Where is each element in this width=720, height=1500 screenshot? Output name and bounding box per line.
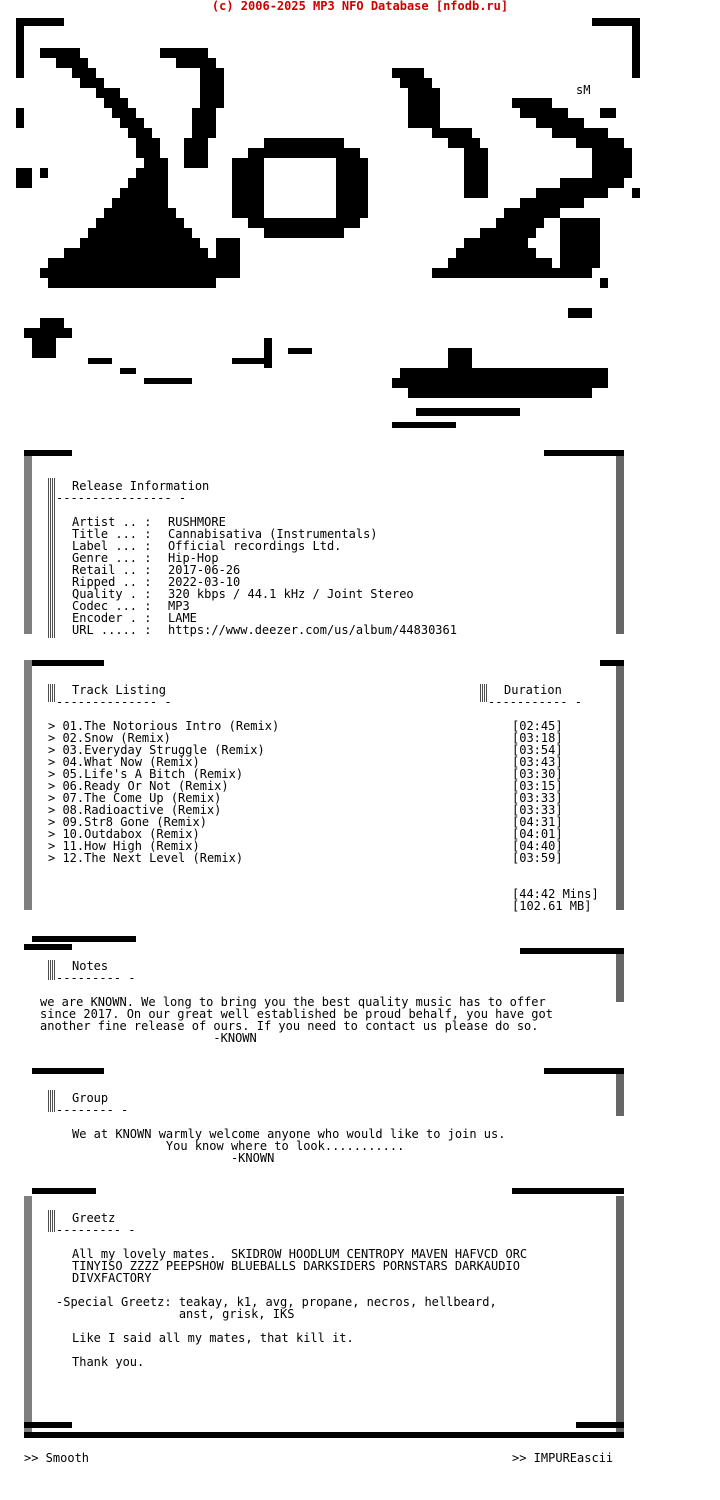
release-title: Release Information [72,479,210,493]
total-size: [102.61 MB] [512,899,592,913]
tracklist-underline: -------------- - [56,695,172,709]
notes-line: another fine release of ours. If you need to contact us please do so. [40,1019,539,1033]
track-name: > 12.The Next Level (Remix) [48,851,244,865]
group-title: Group [72,1091,109,1105]
release-value: LAME [168,611,197,625]
track-duration: [04:01] [512,827,563,841]
release-value: Cannabisativa (Instrumentals) [168,527,378,541]
track-duration: [03:54] [512,743,563,757]
track-name: > 03.Everyday Struggle (Remix) [48,743,265,757]
site-header: (c) 2006-2025 MP3 NFO Database [nfodb.ru] [211,0,509,13]
notes-underline: --------- - [56,971,136,985]
art-signature: sM [576,83,591,97]
release-value: MP3 [168,599,190,613]
ascii-art-logo [0,12,720,444]
track-name: > 10.Outdabox (Remix) [48,827,200,841]
notes-line: we are KNOWN. We long to bring you the best quality music has to offer [40,995,546,1009]
release-value: Hip-Hop [168,551,219,565]
track-name: > 11.How High (Remix) [48,839,200,853]
duration-underline: ----------- - [488,695,582,709]
track-name: > 09.Str8 Gone (Remix) [48,815,207,829]
greetz-line: Like I said all my mates, that kill it. [72,1331,354,1345]
track-name: > 02.Snow (Remix) [48,731,171,745]
track-duration: [03:15] [512,779,563,793]
greetz-line: DIVXFACTORY [72,1271,152,1285]
release-value: 2017-06-26 [168,563,241,577]
group-line: We at KNOWN warmly welcome anyone who would like to join us. [72,1127,506,1141]
track-duration: [03:59] [512,851,563,865]
track-listing-section [0,656,720,916]
group-line: You know where to look........... [72,1139,405,1153]
release-key: Artist .. : [72,515,152,529]
release-value: 2022-03-10 [168,575,241,589]
release-key: URL ..... : [72,623,152,637]
greetz-line: TINYISO ZZZZ PEEPSHOW BLUEBALLS DARKSIDERS PORNSTARS DARKAUDIO [72,1259,520,1273]
release-value: 320 kbps / 44.1 kHz / Joint Stereo [168,587,414,601]
group-line: -KNOWN [72,1151,275,1165]
track-name: > 05.Life's A Bitch (Remix) [48,767,244,781]
notes-line: since 2017. On our great well established be proud behalf, you have got [40,1007,553,1021]
track-duration: [02:45] [512,719,563,733]
release-key: Ripped .. : [72,575,152,589]
notes-title: Notes [72,959,109,973]
greetz-line: All my lovely mates. SKIDROW HOODLUM CENTROPY MAVEN HAFVCD ORC [72,1247,528,1261]
release-key: Quality . : [72,587,152,601]
track-name: > 01.The Notorious Intro (Remix) [48,719,280,733]
group-underline: -------- - [56,1103,129,1117]
track-name: > 07.The Come Up (Remix) [48,791,222,805]
greetz-underline: --------- - [56,1223,136,1237]
release-information-section [0,448,720,644]
release-value: Official recordings Ltd. [168,539,342,553]
tracklist-title: Track Listing [72,683,166,697]
track-duration: [03:33] [512,803,563,817]
release-value: RUSHMORE [168,515,226,529]
greetz-section [0,1186,720,1442]
track-duration: [04:31] [512,815,563,829]
greetz-line: anst, grisk, IKS [56,1307,295,1321]
notes-section [0,934,720,1044]
release-value: https://www.deezer.com/us/album/44830361 [168,623,457,637]
footer-left: >> Smooth [24,1451,90,1465]
track-duration: [03:30] [512,767,563,781]
release-key: Genre ... : [72,551,152,565]
release-key: Retail .. : [72,563,152,577]
track-name: > 08.Radioactive (Remix) [48,803,222,817]
release-key: Encoder . : [72,611,152,625]
greetz-line: Thank you. [72,1355,145,1369]
greetz-line: -Special Greetz: teakay, k1, avg, propane, necros, hellbeard, [56,1295,497,1309]
total-time: [44:42 Mins] [512,887,599,901]
release-key: Label ... : [72,539,152,553]
duration-title: Duration [504,683,562,697]
track-duration: [03:43] [512,755,563,769]
release-key: Title ... : [72,527,152,541]
track-duration: [04:40] [512,839,563,853]
notes-line: -KNOWN [40,1031,257,1045]
track-name: > 06.Ready Or Not (Remix) [48,779,229,793]
group-section [0,1066,720,1166]
release-underline: ---------------- - [56,491,187,505]
footer-right: >> IMPUREascii [512,1451,614,1465]
track-duration: [03:18] [512,731,563,745]
track-name: > 04.What Now (Remix) [48,755,200,769]
track-duration: [03:33] [512,791,563,805]
release-key: Codec ... : [72,599,152,613]
greetz-title: Greetz [72,1211,116,1225]
